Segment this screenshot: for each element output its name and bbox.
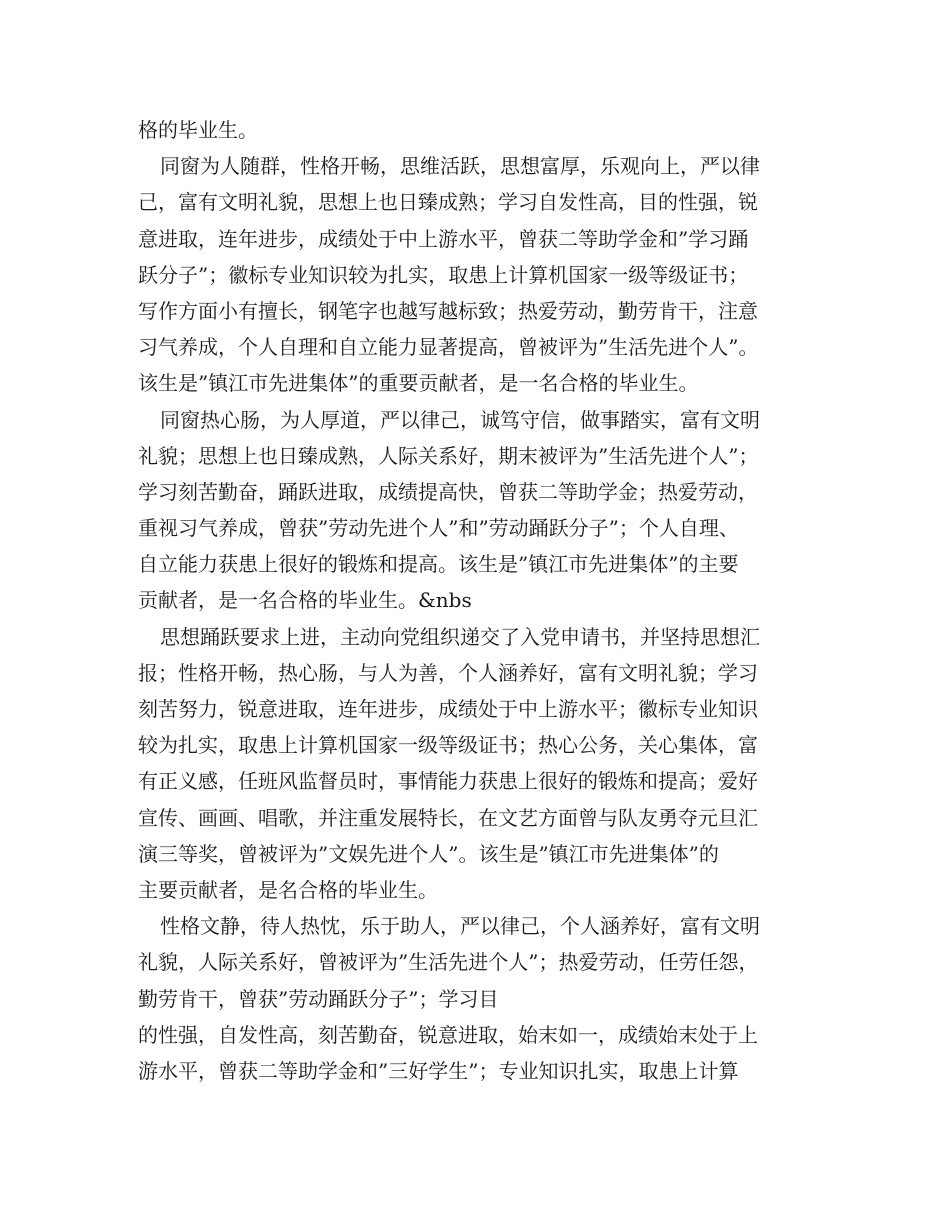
text-line: 同窗热心肠，为人厚道，严以律己，诚笃守信，做事踏实，富有文明 bbox=[160, 407, 760, 432]
text-line: 较为扎实，取患上计算机国家一级等级证书；热心公务，关心集体，富 bbox=[138, 733, 758, 758]
text-line: 的性强，自发性高，刻苦勤奋，锐意进取，始末如一，成绩始末处于上 bbox=[138, 1022, 758, 1047]
body-text bbox=[138, 112, 838, 1089]
text-line: 宣传、画画、唱歌，并注重发展特长，在文艺方面曾与队友勇夺元旦汇 bbox=[138, 805, 758, 830]
text-line: 跃分子”；徽标专业知识较为扎实，取患上计算机国家一级等级证书； bbox=[138, 262, 749, 287]
text-line: 贡献者，是一名合格的毕业生。&nbs bbox=[138, 588, 472, 613]
text-line: 游水平，曾获二等助学金和”三好学生”；专业知识扎实，取患上计算 bbox=[138, 1058, 739, 1083]
text-line: 学习刻苦勤奋，踊跃进取，成绩提高快，曾获二等助学金；热爱劳动， bbox=[138, 479, 758, 504]
text-line: 习气养成，个人自理和自立能力显著提高，曾被评为”生活先进个人”。 bbox=[138, 335, 759, 360]
text-line: 同窗为人随群，性格开畅，思维活跃，思想富厚，乐观向上，严以律 bbox=[160, 154, 760, 179]
text-line: 主要贡献者，是名合格的毕业生。 bbox=[138, 877, 438, 902]
text-line: 己，富有文明礼貌，思想上也日臻成熟；学习自发性高，目的性强，锐 bbox=[138, 190, 758, 215]
text-line: 演三等奖，曾被评为”文娱先进个人”。该生是”镇江市先进集体”的 bbox=[138, 841, 719, 866]
text-line: 勤劳肯干，曾获”劳动踊跃分子”；学习目 bbox=[138, 986, 499, 1011]
text-line: 报；性格开畅，热心肠，与人为善，个人涵养好，富有文明礼貌；学习 bbox=[138, 660, 758, 685]
text-line: 意进取，连年进步，成绩处于中上游水平，曾获二等助学金和”学习踊 bbox=[138, 226, 749, 251]
text-line: 礼貌；思想上也日臻成熟，人际关系好，期末被评为”生活先进个人”； bbox=[138, 443, 759, 468]
text-line: 格的毕业生。 bbox=[138, 118, 258, 142]
text-line: 思想踊跃要求上进，主动向党组织递交了入党申请书，并坚持思想汇 bbox=[160, 624, 760, 649]
text-line: 写作方面小有擅长，钢笔字也越写越标致；热爱劳动，勤劳肯干，注意 bbox=[138, 298, 758, 323]
text-line: 性格文静，待人热忱，乐于助人，严以律己，个人涵养好，富有文明 bbox=[160, 914, 760, 939]
text-line: 重视习气养成，曾获”劳动先进个人”和”劳动踊跃分子”；个人自理、 bbox=[138, 516, 739, 541]
text-line: 刻苦努力，锐意进取，连年进步，成绩处于中上游水平；徽标专业知识 bbox=[138, 697, 758, 721]
text-line: 该生是”镇江市先进集体”的重要贡献者，是一名合格的毕业生。 bbox=[138, 371, 699, 396]
text-line: 有正义感，任班风监督员时，事情能力获患上很好的锻炼和提高；爱好 bbox=[138, 769, 758, 794]
text-line: 自立能力获患上很好的锻炼和提高。该生是”镇江市先进集体”的主要 bbox=[138, 552, 739, 577]
text-line: 礼貌，人际关系好，曾被评为”生活先进个人”；热爱劳动，任劳任怨， bbox=[138, 950, 759, 975]
